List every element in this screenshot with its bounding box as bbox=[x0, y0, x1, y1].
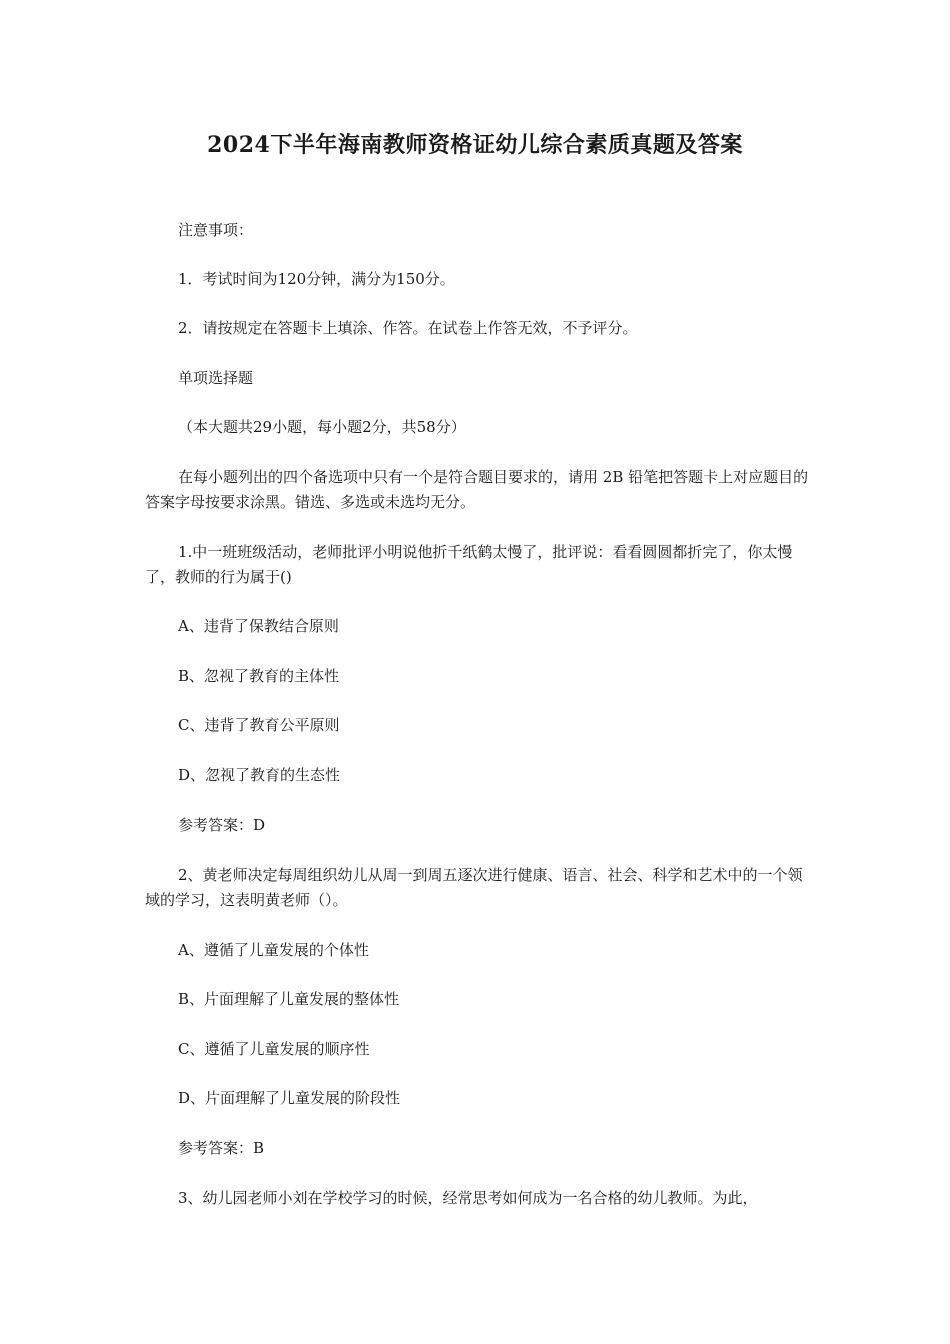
question-2-option-d: D、片面理解了儿童发展的阶段性 bbox=[178, 1089, 401, 1107]
question-2-stem: 2、黄老师决定每周组织幼儿从周一到周五逐次进行健康、语言、社会、科学和艺术中的一个领域的学习，这表明黄老师（）。 bbox=[145, 866, 803, 909]
document-title: 2024下半年海南教师资格证幼儿综合素质真题及答案 bbox=[207, 132, 743, 158]
question-1-option-b: B、忽视了教育的主体性 bbox=[178, 667, 340, 685]
section-info: （本大题共29小题，每小题2分，共58分） bbox=[178, 418, 466, 436]
question-1-stem: 1.中一班班级活动，老师批评小明说他折千纸鹤太慢了，批评说：看看圆圆都折完了，你太慢了，教师的行为属于() bbox=[145, 543, 793, 586]
section-title: 单项选择题 bbox=[178, 369, 254, 387]
question-1-option-a: A、违背了保教结合原则 bbox=[178, 617, 339, 635]
question-3-stem: 3、幼儿园老师小刘在学校学习的时候，经常思考如何成为一名合格的幼儿教师。为此， bbox=[178, 1189, 758, 1207]
question-2-option-b: B、片面理解了儿童发展的整体性 bbox=[178, 990, 400, 1008]
notice-item-1: 1．考试时间为120分钟，满分为150分。 bbox=[178, 270, 455, 288]
notice-heading: 注意事项： bbox=[178, 221, 254, 239]
question-1-option-d: D、忽视了教育的生态性 bbox=[178, 766, 341, 784]
question-1-answer: 参考答案：D bbox=[178, 816, 266, 834]
notice-item-2: 2．请按规定在答题卡上填涂、作答。在试卷上作答无效，不予评分。 bbox=[178, 319, 638, 337]
question-2-option-c: C、遵循了儿童发展的顺序性 bbox=[178, 1040, 370, 1058]
question-1-option-c: C、违背了教育公平原则 bbox=[178, 716, 340, 734]
question-2-option-a: A、遵循了儿童发展的个体性 bbox=[178, 941, 369, 959]
section-instruction: 在每小题列出的四个备选项中只有一个是符合题目要求的，请用 2B 铅笔把答题卡上对应题目的答案字母按要求涂黑。错选、多选或未选均无分。 bbox=[145, 468, 809, 511]
question-2-answer: 参考答案：B bbox=[178, 1139, 265, 1157]
